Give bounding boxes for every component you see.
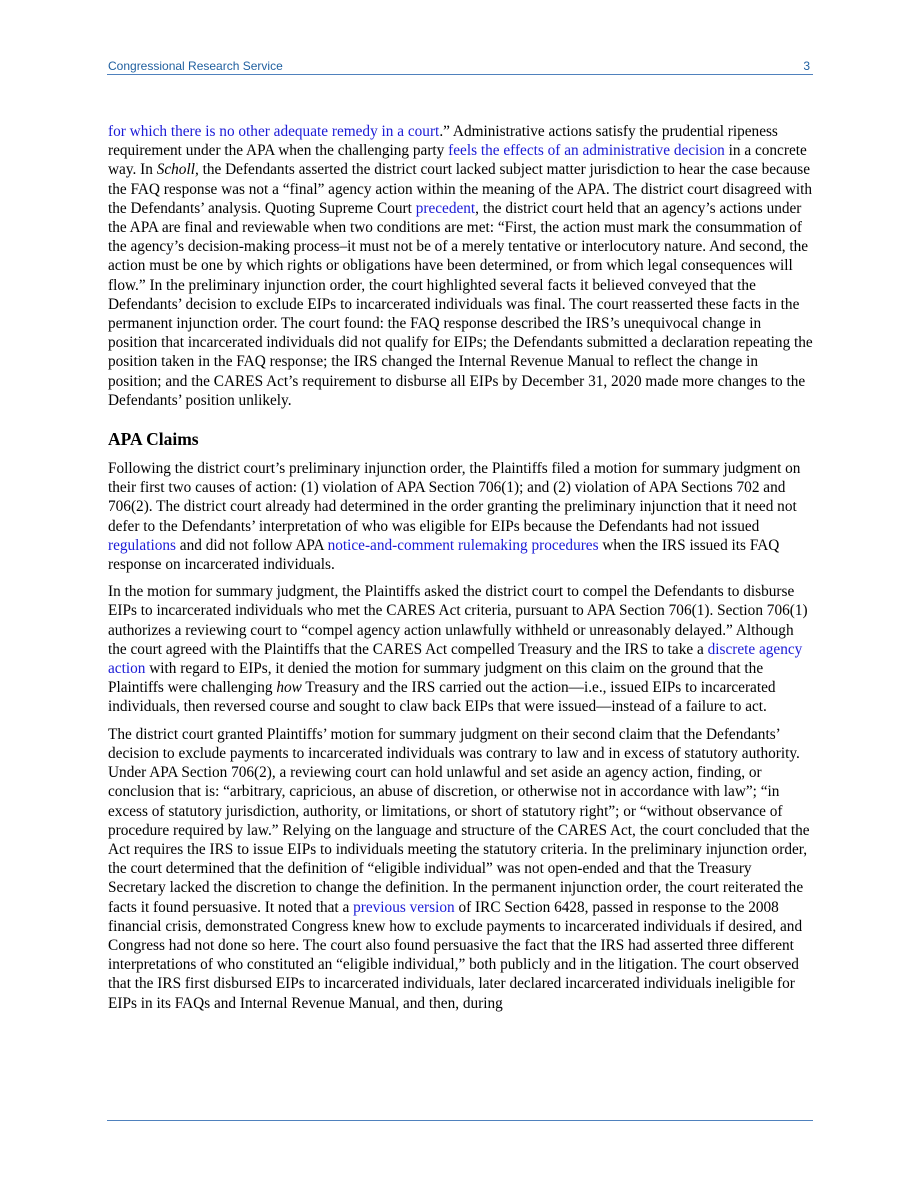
text-segment: of IRC Section 6428, passed in response to the 2008 financial crisis, demonstrated Congress knew how to exclude payments to incarcerated individuals if desired, and Congress had not done so here. The court also found persuasive the fact that the IRS had asserted three different interpretations of who constituted an “eligible individual,” both publicly and in the litigation. The court observed that the IRS first disbursed EIPs to incarcerated individuals, later declared incarcerated individuals ineligible for EIPs in its FAQs and Internal Revenue Manual, and then, during xyxy=(108,898,803,1012)
text-segment: and did not follow APA xyxy=(175,536,328,554)
text-segment: .” Administrative actions satisfy the prudential ripeness requirement under the APA when the challenging party xyxy=(108,123,778,160)
document-body xyxy=(108,122,813,1021)
case-name-scholl: Scholl, xyxy=(156,161,199,179)
footer-divider xyxy=(107,1120,813,1121)
paragraph-section-706-2 xyxy=(108,725,813,1013)
text-segment: the Defendants asserted the district court lacked subject matter jurisdiction to hear the case because the FAQ response was not a “final” agency action within the meaning of the APA. The district court disagreed with the Defendants’ analysis. Quoting Supreme Court xyxy=(108,161,813,217)
emphasis-how: how xyxy=(276,679,302,697)
text-segment: In the motion for summary judgment, the Plaintiffs asked the district court to compel the Defendants to disburse EIPs to incarcerated individuals who met the CARES Act criteria, pursuant to APA Section 706(1). Section 706(1) authorizes a reviewing court to “compel agency action unlawfully withheld or unreasonably delayed.” Although the court agreed with the Plaintiffs that the CARES Act compelled Treasury and the IRS to take a xyxy=(108,583,808,658)
text-segment: Treasury and the IRS carried out the action—i.e., issued EIPs to incarcerated individuals, then reversed course and sought to claw back EIPs that were issued—instead of a failure to act. xyxy=(108,679,776,716)
page-number: 3 xyxy=(803,59,810,73)
link-precedent[interactable]: precedent xyxy=(415,199,476,217)
link-feels-effects[interactable]: feels the effects of an administrative decision xyxy=(448,142,725,160)
text-segment: The district court granted Plaintiffs’ motion for summary judgment on their second claim that the Defendants’ decision to exclude payments to incarcerated individuals was contrary to law and in excess of statutory authority. Under APA Section 706(2), a reviewing court can hold unlawful and set aside an agency action, finding, or conclusion that is: “arbitrary, capricious, an abuse of discretion, or otherwise not in accordance with law”; “in excess of statutory jurisdiction, authority, or limitations, or short of statutory right”; or “without observance of procedure required by law.” Relying on the language and structure of the CARES Act, the court concluded that the Act requires the IRS to issue EIPs to individuals meeting the statutory criteria. In the preliminary injunction order, the court determined that the definition of “eligible individual” was not open-ended and that the Treasury Secretary lacked the discretion to change the definition. In the permanent injunction order, the court reiterated the facts it found persuasive. It noted that a xyxy=(108,725,810,916)
paragraph-apa-claims xyxy=(108,459,813,574)
paragraph-section-706-1 xyxy=(108,582,813,716)
link-regulations[interactable]: regulations xyxy=(108,536,176,554)
paragraph-finality xyxy=(108,122,813,410)
link-previous-version[interactable]: previous version xyxy=(353,898,455,916)
page-header xyxy=(107,57,813,75)
link-discrete-agency-action[interactable]: discrete agency action xyxy=(108,640,803,678)
text-segment: with regard to EIPs, it denied the motion for summary judgment on this claim on the ground that the Plaintiffs were challenging xyxy=(108,660,764,697)
link-notice-and-comment[interactable]: notice-and-comment rulemaking procedures xyxy=(327,536,599,554)
text-segment: when the IRS issued its FAQ response on incarcerated individuals. xyxy=(108,536,780,574)
text-segment: , the district court held that an agency’s actions under the APA are final and reviewable when two conditions are met: “First, the action must mark the consummation of the agency’s decision-making process–it must not be of a merely tentative or interlocutory nature. And second, the action must be one by which rights or obligations have been determined, or from which legal consequences will flow.” In the preliminary injunction order, the court highlighted several facts it believed conveyed that the Defendants’ decision to exclude EIPs to incarcerated individuals was final. The court reasserted these facts in the permanent injunction order. The court found: the FAQ response described the IRS’s unequivocal change in position that incarcerated individuals did not qualify for EIPs; the Defendants submitted a declaration repeating the position taken in the FAQ response; the IRS changed the Internal Revenue Manual to reflect the change in position; and the CARES Act’s requirement to disburse all EIPs by December 31, 2020 made more changes to the Defendants’ position unlikely. xyxy=(108,199,813,409)
section-heading-apa-claims: APA Claims xyxy=(108,429,199,450)
link-no-adequate-remedy[interactable]: for which there is no other adequate remedy in a court xyxy=(108,123,440,140)
text-segment: Following the district court’s preliminary injunction order, the Plaintiffs filed a motion for summary judgment on their first two causes of action: (1) violation of APA Section 706(1); and (2) violation of APA Sections 702 and 706(2). The district court already had determined in the order granting the preliminary injunction that it need not defer to the Defendants’ interpretation of who was eligible for EIPs because the Defendants had not issued xyxy=(108,460,801,535)
text-segment: in a concrete way. In xyxy=(108,142,807,179)
header-title: Congressional Research Service xyxy=(108,59,283,73)
